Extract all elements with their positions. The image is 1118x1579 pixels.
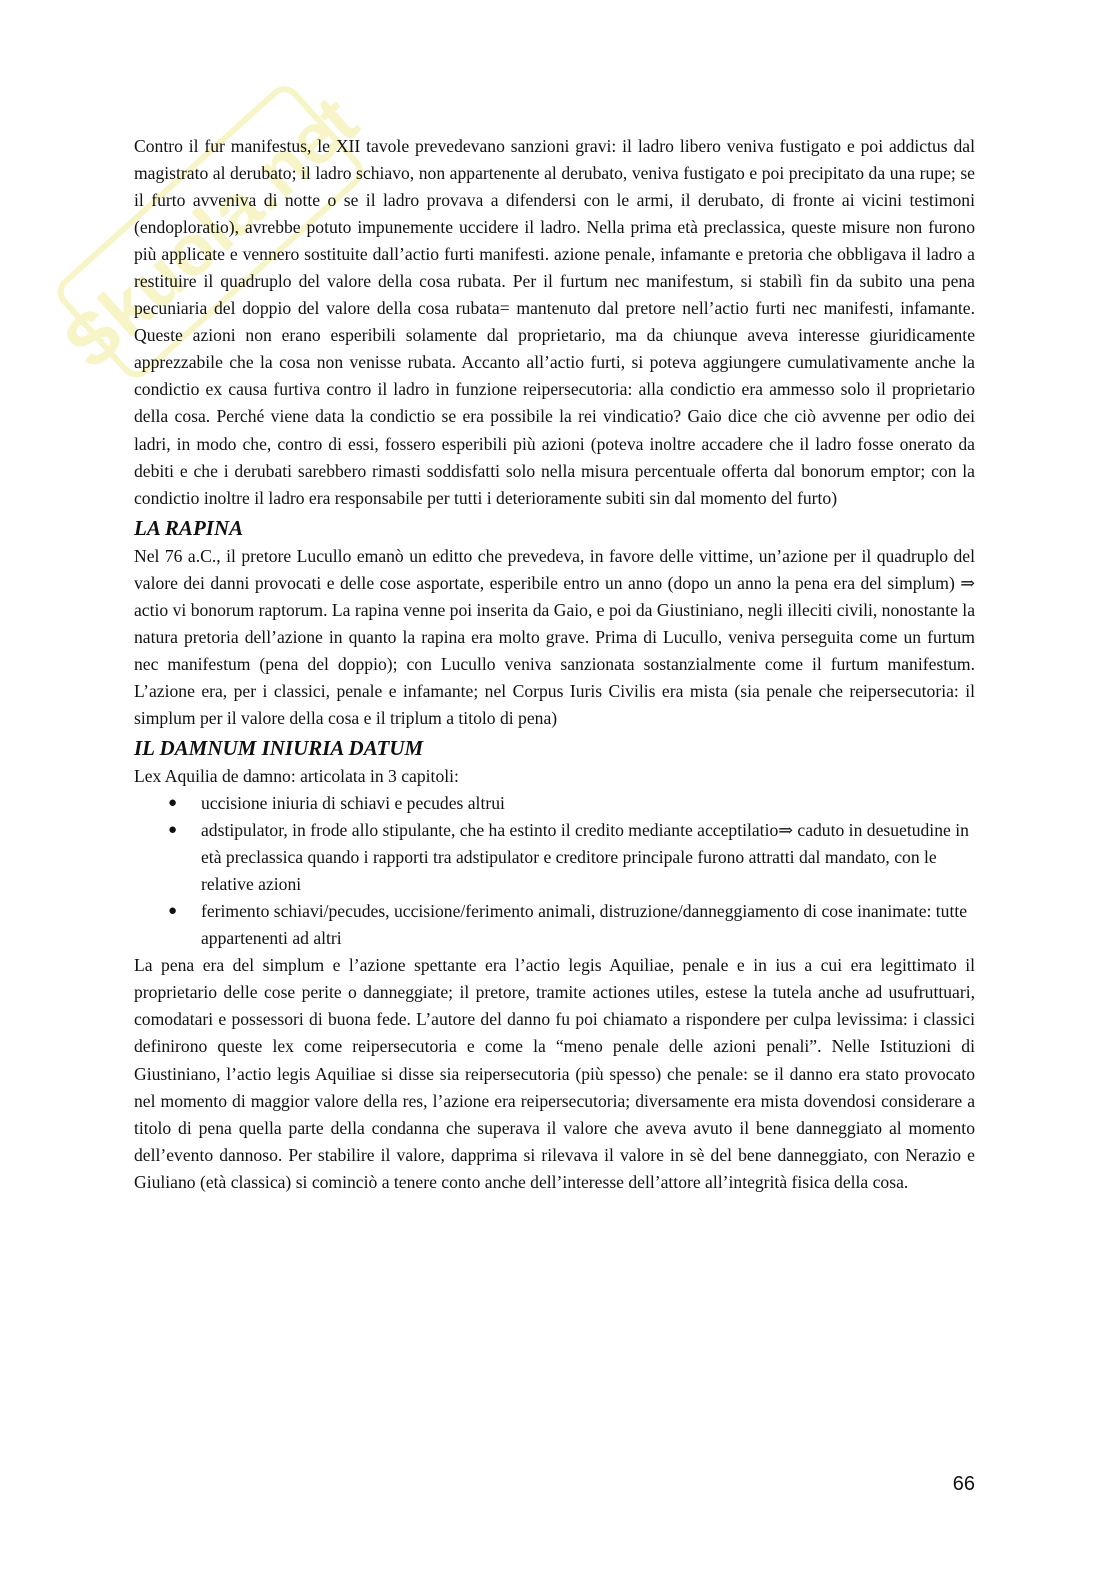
list-item-text: uccisione iniuria di schiavi e pecudes altrui — [201, 793, 505, 814]
list-item — [134, 898, 975, 952]
watermark-text: Skuola.net — [48, 81, 374, 385]
heading-damnum: IL DAMNUM INIURIA DATUM — [134, 735, 424, 760]
list-item — [134, 817, 975, 898]
bullet-icon: ● — [168, 822, 178, 839]
heading-rapina: LA RAPINA — [134, 515, 244, 540]
bullet-icon: ● — [168, 795, 178, 812]
page-number: 66 — [952, 1473, 975, 1495]
paragraph-lex-aquilia-intro: Lex Aquilia de damno: articolata in 3 capitoli: — [134, 765, 459, 786]
list-item-text: ferimento schiavi/pecudes, uccisione/ferimento animali, distruzione/danneggiamento di cose inanimate: tutte appartenenti ad altri — [201, 901, 968, 949]
bullet-icon: ● — [168, 903, 178, 920]
bullet-list-capitoli — [134, 790, 975, 952]
paragraph-actio-legis-aquiliae: La pena era del simplum e l’azione spettante era l’actio legis Aquiliae, penale e in ius a cui era legittimato il proprietario delle cose perite o danneggiate; il pretore, tramite actiones utiles, estese la tutela anche ad usufruttuari, comodatari e possessori di buona fede. L’autore del danno fu poi chiamato a rispondere per culpa levissima: i classici definirono queste lex come reipersecutoria e come la “meno penale delle azioni penali”. Nelle Istituzioni di Giustiniano, l’actio legis Aquiliae si disse sia reipersecutoria (più spesso) che penale: se il danno era stato provocato nel momento di maggior valore della res, l’azione era reipersecutoria; diversamente era mista dovendosi considerare a titolo di pena quella parte della condanna che superava il valore che aveva avuto il bene danneggiato al momento dell’evento dannoso. Per stabilire il valore, dapprima si rilevava il valore in sè del bene danneggiato, con Nerazio e Giuliano (età classica) si cominciò a tenere conto anche dell’interesse dell’attore all’integrità fisica della cosa. — [134, 955, 975, 1192]
list-item-text: adstipulator, in frode allo stipulante, che ha estinto il credito mediante acceptilatio⇒ caduto in desuetudine in età preclassica quando i rapporti tra adstipulator e creditore principale furono attratti dal mandato, con le relative azioni — [201, 820, 969, 895]
paragraph-rapina: Nel 76 a.C., il pretore Lucullo emanò un editto che prevedeva, in favore delle vittime, un’azione per il quadruplo del valore dei danni provocati e delle cose asportate, esperibile entro un anno (dopo un anno la pena era del simplum) ⇒ actio vi bonorum raptorum. La rapina venne poi inserita da Gaio, e poi da Giustiniano, negli illeciti civili, nonostante la natura pretoria dell’azione in quanto la rapina era molto grave. Prima di Lucullo, veniva perseguita come un furtum nec manifestum (pena del doppio); con Lucullo veniva sanzionata sostanzialmente come il furtum manifestum. L’azione era, per i classici, penale e infamante; nel Corpus Iuris Civilis era mista (sia penale che reipersecutoria: il simplum per il valore della cosa e il triplum a titolo di pena) — [134, 545, 975, 728]
paragraph-furtum: Contro il fur manifestus, le XII tavole prevedevano sanzioni gravi: il ladro libero veniva fustigato e poi addictus dal magistrato al derubato; il ladro schiavo, non appartenente al derubato, veniva fustigato e poi precipitato da una rupe; se il furto avveniva di notte o se il ladro provava a difendersi con le armi, il derubato, di fronte ai vicini testimoni (endoploratio), avrebbe potuto impunemente uccidere il ladro. Nella prima età preclassica, queste misure non furono più applicate e vennero sostituite dall’actio furti manifesti. azione penale, infamante e pretoria che obbligava il ladro a restituire il quadruplo del valore della cosa rubata. Per il furtum nec manifestum, si stabilì fin da subito una pena pecuniaria del doppio del valore della cosa rubata= mantenuto dal pretore nell’actio furti nec manifesti, infamante. Queste azioni non erano esperibili solamente dal proprietario, ma da chiunque aveva interesse giuridicamente apprezzabile che la cosa non venisse rubata. Accanto all’actio furti, si poteva aggiungere cumulativamente anche la condictio ex causa furtiva contro il ladro in funzione reipersecutoria: alla condictio era ammesso solo il proprietario della cosa. Perché viene data la condictio se era possibile la rei vindicatio? Gaio dice che ciò avvenne per odio dei ladri, in modo che, contro di essi, fossero esperibili più azioni (poteva inoltre accadere che il ladro fosse onerato da debiti e che i derubati sarebbero rimasti soddisfatti solo nella misura percentuale offerta dal bonorum emptor; con la condictio inoltre il ladro era responsabile per tutti i deterioramente subiti sin dal momento del furto) — [134, 136, 975, 508]
page-content — [134, 133, 975, 1196]
list-item — [134, 790, 975, 817]
